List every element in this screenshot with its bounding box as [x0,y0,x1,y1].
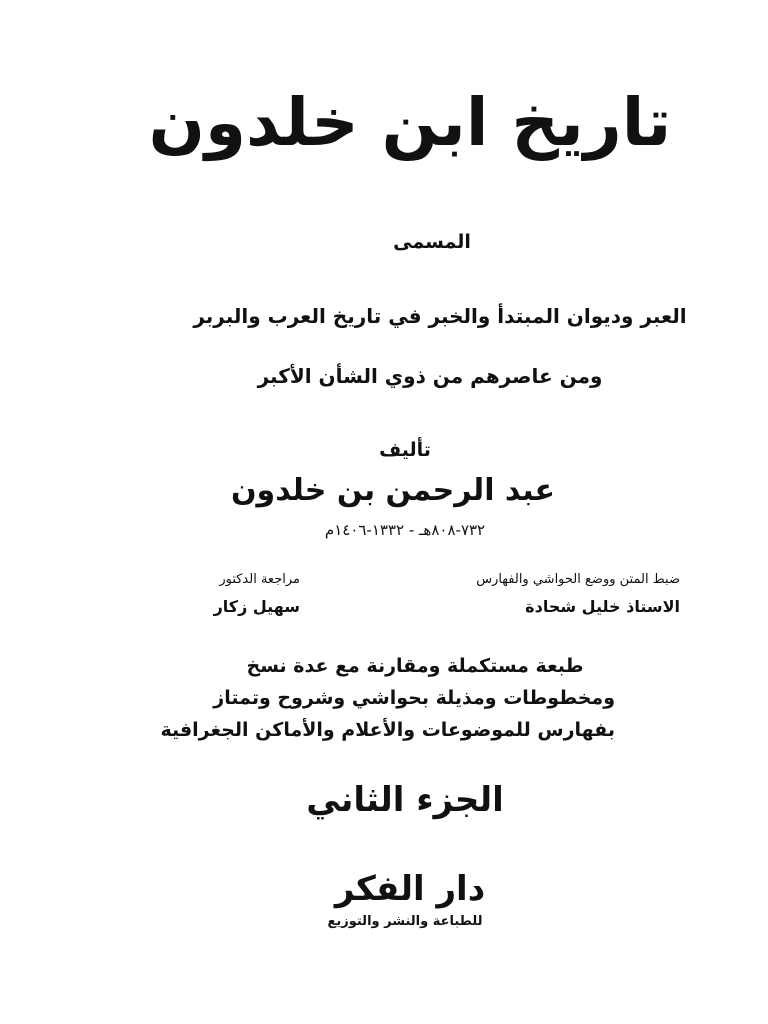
edition-note-line-1: طبعة مستكملة ومقارنة مع عدة نسخ [246,655,584,677]
review-name: سهيل زكار [213,597,300,616]
volume-label: الجزء الثاني [306,780,504,820]
editing-credit [410,568,680,632]
review-label: مراجعة الدكتور [219,572,300,587]
editing-label: ضبط المتن ووضع الحواشي والفهارس [476,572,680,587]
author-dates: ٧٣٢-٨٠٨هـ - ١٣٣٢-١٤٠٦م [324,521,486,539]
edition-note-line-3: بفهارس للموضوعات والأعلام والأماكن الجغرافية [160,719,615,741]
author-name: عبد الرحمن بن خلدون [230,473,555,508]
full-title-line-1: العبر وديوان المبتدأ والخبر في تاريخ العرب والبربر [193,304,687,328]
author-label: تأليف [379,439,431,461]
editing-name: الاستاذ خليل شحادة [525,597,680,616]
full-title-line-2: ومن عاصرهم من ذوي الشأن الأكبر [257,364,603,388]
edition-note-line-2: ومخطوطات ومذيلة بحواشي وشروح وتمتاز [213,687,615,709]
publisher-logo: دار الفكر [334,869,486,909]
publisher-tagline: للطباعة والنشر والتوزيع [327,914,483,929]
review-credit [140,568,300,632]
edition-note [160,650,615,750]
book-title: تاريخ ابن خلدون [148,84,672,161]
named-label: المسمى [393,231,471,253]
